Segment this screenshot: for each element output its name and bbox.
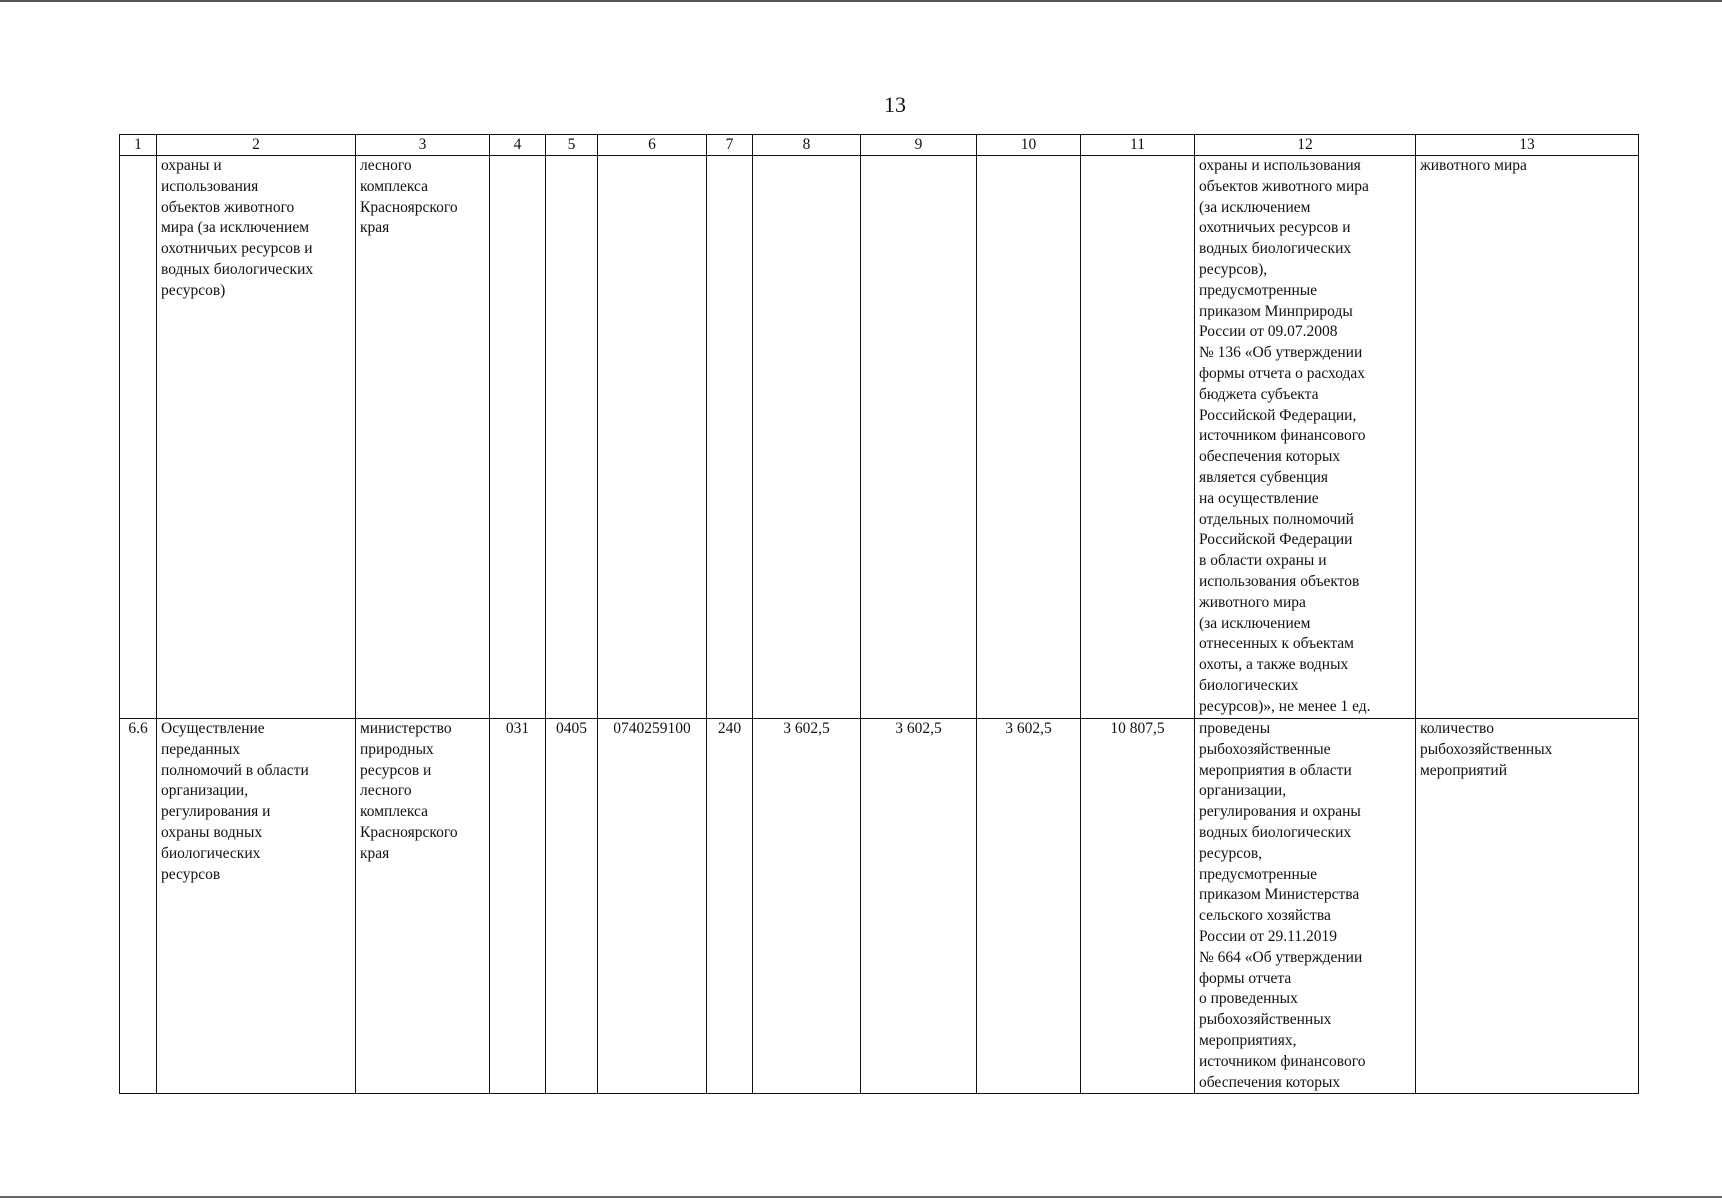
section-code-cell [546,156,598,719]
amount-year2-cell [861,156,977,719]
column-header-13: 13 [1416,135,1639,156]
amount-year2-cell: 3 602,5 [861,719,977,1094]
expense-type-cell: 240 [707,719,753,1094]
table-row [120,156,1639,719]
column-header-3: 3 [356,135,490,156]
table-row [120,719,1639,1094]
expected-result-cell: проведены рыбохозяйственные мероприятия в области организации, регулирования и охраны водных биологических ресурсов, предусмотренные приказом Министерства сельского хозяйства России от 29.11.2019 № 664 «Об утверждении формы отчета о проведенных рыбохозяйственных мероприятиях, источником финансового обеспечения которых [1195,719,1416,1094]
column-header-6: 6 [598,135,707,156]
amount-total-cell: 10 807,5 [1081,719,1195,1094]
section-code-cell: 0405 [546,719,598,1094]
amount-year3-cell: 3 602,5 [977,719,1081,1094]
column-header-7: 7 [707,135,753,156]
column-header-8: 8 [753,135,861,156]
amount-total-cell [1081,156,1195,719]
item-number-cell: 6.6 [120,719,157,1094]
indicator-cell: количество рыбохозяйственных мероприятий [1416,719,1639,1094]
budget-measures-table [119,134,1639,1094]
grbs-code-cell [490,156,546,719]
target-article-cell [598,156,707,719]
column-header-10: 10 [977,135,1081,156]
executor-cell: лесного комплекса Красноярского края [356,156,490,719]
amount-year1-cell: 3 602,5 [753,719,861,1094]
indicator-cell: животного мира [1416,156,1639,719]
amount-year1-cell [753,156,861,719]
column-header-12: 12 [1195,135,1416,156]
page-number: 13 [884,92,906,117]
column-header-2: 2 [157,135,356,156]
expected-result-cell: охраны и использования объектов животного мира (за исключением охотничьих ресурсов и водных биологических ресурсов), предусмотренные приказом Минприроды России от 09.07.2008 № 136 «Об утверждении формы отчета о расходах бюджета субъекта Российской Федерации, источником финансового обеспечения которых является субвенция на осуществление отдельных полномочий Российской Федерации в области охраны и использования объектов животного мира (за исключением отнесенных к объектам охоты, а также водных биологических ресурсов)», не менее 1 ед. [1195,156,1416,719]
column-number-row [120,135,1639,156]
measure-name-cell: охраны и использования объектов животного мира (за исключением охотничьих ресурсов и водных биологических ресурсов) [157,156,356,719]
executor-cell: министерство природных ресурсов и лесного комплекса Красноярского края [356,719,490,1094]
target-article-cell: 0740259100 [598,719,707,1094]
expense-type-cell [707,156,753,719]
item-number-cell [120,156,157,719]
column-header-9: 9 [861,135,977,156]
scan-edge-bottom [0,1196,1722,1198]
column-header-11: 11 [1081,135,1195,156]
grbs-code-cell: 031 [490,719,546,1094]
column-header-5: 5 [546,135,598,156]
scan-edge-top [0,0,1722,2]
amount-year3-cell [977,156,1081,719]
column-header-4: 4 [490,135,546,156]
column-header-1: 1 [120,135,157,156]
measure-name-cell: Осуществление переданных полномочий в области организации, регулирования и охраны водных биологических ресурсов [157,719,356,1094]
